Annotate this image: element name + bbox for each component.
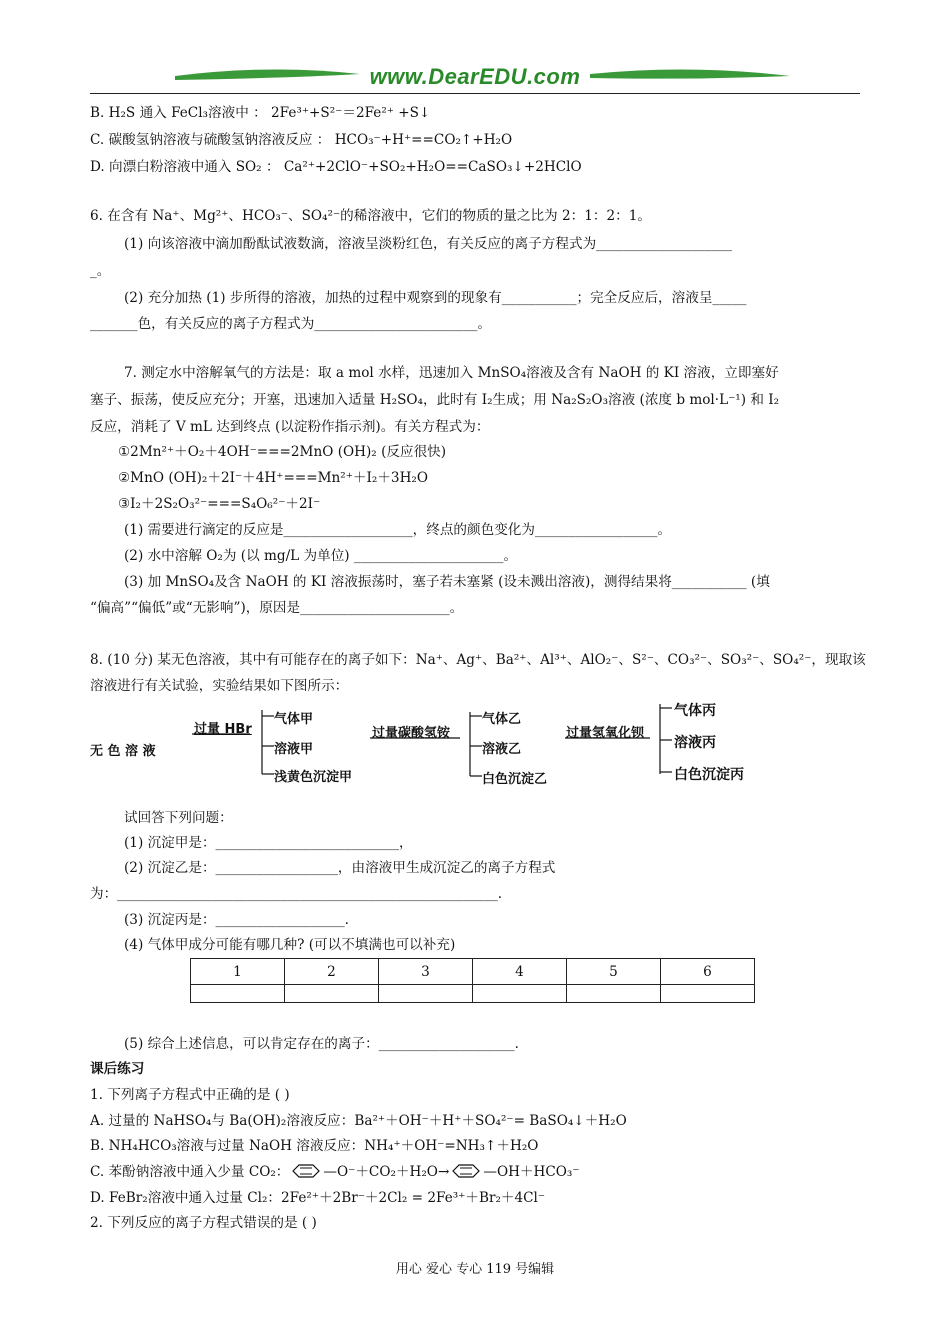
flow-reagent-hbr: 过量 HBr xyxy=(194,722,252,737)
question-7-part-3-cont: “偏高”“偏低”或“无影响”)，原因是______________________。 xyxy=(90,600,464,616)
question-6-part-2: (2) 充分加热 (1) 步所得的溶液，加热的过程中观察到的现象有___________；完全反应后，溶液呈_____ xyxy=(124,290,747,306)
equation-2: ②MnO (OH)₂＋2I⁻＋4H⁺===Mn²⁺＋I₂＋3H₂O xyxy=(118,470,429,486)
question-7-cont-1: 塞子、振荡，使反应充分；开塞，迅速加入适量 H₂SO₄，此时有 I₂生成；用 Na₂S₂O₃溶液 (浓度 b mol·L⁻¹) 和 I₂ xyxy=(90,392,780,408)
flow-start-solution: 无 色 溶 液 xyxy=(90,744,156,759)
table-header-cell: 4 xyxy=(473,959,567,985)
table-header-cell: 2 xyxy=(285,959,379,985)
equation-1: ①2Mn²⁺＋O₂＋4OH⁻===2MnO (OH)₂ (反应很快) xyxy=(118,444,447,460)
flow-precipitate-a: 浅黄色沉淀甲 xyxy=(274,770,353,785)
question-8-part-1: (1) 沉淀甲是：___________________________， xyxy=(124,835,413,851)
option-b: B. H₂S 通入 FeCl₃溶液中 ： 2Fe³⁺+S²⁻＝2Fe²⁺ +S↓ xyxy=(90,105,431,121)
flow-reagent-ammonium-bicarbonate: 过量碳酸氢铵 xyxy=(372,726,451,741)
gas-answer-table xyxy=(190,958,755,1003)
homework-q1: 1. 下列离子方程式中正确的是 ( ) xyxy=(90,1087,290,1103)
question-7-part-1: (1) 需要进行滴定的反应是___________________，终点的颜色变化为__________________。 xyxy=(124,522,671,538)
table-header-cell: 5 xyxy=(567,959,661,985)
question-6: 6. 在含有 Na⁺、Mg²⁺、HCO₃⁻、SO₄²⁻的稀溶液中，它们的物质的量之比为 2：1：2：1。 xyxy=(90,208,651,224)
header-rule xyxy=(90,93,860,94)
answer-cell[interactable] xyxy=(473,985,567,1003)
question-7-part-2: (2) 水中溶解 O₂为 (以 mg/L 为单位) ______________________。 xyxy=(124,548,518,564)
flow-gas-c: 气体丙 xyxy=(674,703,716,719)
table-header-cell: 6 xyxy=(661,959,755,985)
question-8-part-4: (4) 气体甲成分可能有哪几种? (可以不填满也可以补充) xyxy=(124,937,456,953)
flow-solution-b: 溶液乙 xyxy=(482,742,522,757)
question-7: 7. 测定水中溶解氧气的方法是：取 a mol 水样，迅速加入 MnSO₄溶液及含有 NaOH 的 KI 溶液，立即塞好 xyxy=(124,365,779,381)
answer-cell[interactable] xyxy=(191,985,285,1003)
equation-3: ③I₂＋2S₂O₃²⁻===S₄O₆²⁻＋2I⁻ xyxy=(118,496,321,512)
flow-precipitate-c: 白色沉淀丙 xyxy=(674,767,744,783)
benzene-ring-icon xyxy=(289,1164,323,1178)
page-footer: 用心 爱心 专心 119 号编辑 xyxy=(395,1262,555,1277)
answer-cell[interactable] xyxy=(661,985,755,1003)
flow-solution-c: 溶液丙 xyxy=(674,735,716,751)
flow-reagent-barium-hydroxide: 过量氢氧化钡 xyxy=(566,726,645,741)
flow-gas-b: 气体乙 xyxy=(482,712,522,727)
question-8-part-2-cont: 为：________________________________________________________. xyxy=(90,886,503,902)
homework-q2: 2. 下列反应的离子方程式错误的是 ( ) xyxy=(90,1215,317,1231)
question-8: 8. (10 分) 某无色溶液，其中有可能存在的离子如下：Na⁺、Ag⁺、Ba²⁺、Al³⁺、AlO₂⁻、S²⁻、CO₃²⁻、SO₃²⁻、SO₄²⁻，现取该 xyxy=(90,652,866,668)
homework-title: 课后练习 xyxy=(90,1061,145,1077)
option-c: C. 碳酸氢钠溶液与硫酸氢钠溶液反应 ： HCO₃⁻+H⁺==CO₂↑+H₂O xyxy=(90,132,513,148)
question-8-cont: 溶液进行有关试验，实验结果如下图所示： xyxy=(90,678,349,694)
question-7-cont-2: 反应，消耗了 V mL 达到终点 (以淀粉作指示剂)。有关方程式为： xyxy=(90,419,490,435)
question-7-part-3: (3) 加 MnSO₄及含 NaOH 的 KI 溶液振荡时，塞子若未塞紧 (设未溅出溶液)，测得结果将___________ (填 xyxy=(124,574,770,590)
page-header xyxy=(90,62,860,94)
homework-q1-option-d: D. FeBr₂溶液中通入过量 Cl₂：2Fe²⁺＋2Br⁻＋2Cl₂ = 2Fe³⁺＋Br₂＋4Cl⁻ xyxy=(90,1190,546,1206)
table-header-cell: 1 xyxy=(191,959,285,985)
experiment-flowchart xyxy=(90,700,860,790)
benzene-ring-icon xyxy=(449,1164,483,1178)
table-header-cell: 3 xyxy=(379,959,473,985)
question-6-part-1-cont: _。 xyxy=(90,263,111,279)
option-c-middle: —O⁻＋CO₂＋H₂O→ xyxy=(323,1164,450,1180)
homework-q1-option-a: A. 过量的 NaHSO₄与 Ba(OH)₂溶液反应：Ba²⁺＋OH⁻＋H⁺＋SO₄²⁻= BaSO₄↓＋H₂O xyxy=(90,1113,627,1129)
answer-cell[interactable] xyxy=(285,985,379,1003)
question-8-part-3: (3) 沉淀丙是：___________________. xyxy=(124,912,350,928)
question-8-part-5: (5) 综合上述信息，可以肯定存在的离子：____________________. xyxy=(124,1036,519,1052)
question-6-part-2-cont: _______色，有关反应的离子方程式为________________________。 xyxy=(90,316,492,332)
option-c-prefix: C. 苯酚钠溶液中通入少量 CO₂： xyxy=(90,1164,290,1180)
answer-cell[interactable] xyxy=(379,985,473,1003)
question-8-part-2: (2) 沉淀乙是：__________________，由溶液甲生成沉淀乙的离子方程式 xyxy=(124,860,556,876)
flow-solution-a: 溶液甲 xyxy=(274,742,314,757)
table-header-row xyxy=(191,959,755,985)
table-answer-row xyxy=(191,985,755,1003)
question-6-part-1: (1) 向该溶液中滴加酚酞试液数滴，溶液呈淡粉红色，有关反应的离子方程式为____________________ xyxy=(124,236,733,252)
site-logo: www.DearEDU.com xyxy=(369,64,581,89)
flow-precipitate-b: 白色沉淀乙 xyxy=(482,772,548,787)
option-d: D. 向漂白粉溶液中通入 SO₂ ： Ca²⁺+2ClO⁻+SO₂+H₂O==CaSO₃↓+2HClO xyxy=(90,159,582,175)
option-c-suffix: —OH＋HCO₃⁻ xyxy=(483,1164,580,1180)
question-8-prompt: 试回答下列问题： xyxy=(124,810,233,826)
flowchart-lines xyxy=(90,700,860,790)
homework-q1-option-b: B. NH₄HCO₃溶液与过量 NaOH 溶液反应：NH₄⁺＋OH⁻=NH₃↑＋H₂O xyxy=(90,1138,539,1154)
homework-q1-option-c xyxy=(90,1162,580,1182)
flow-gas-a: 气体甲 xyxy=(274,712,314,727)
answer-cell[interactable] xyxy=(567,985,661,1003)
